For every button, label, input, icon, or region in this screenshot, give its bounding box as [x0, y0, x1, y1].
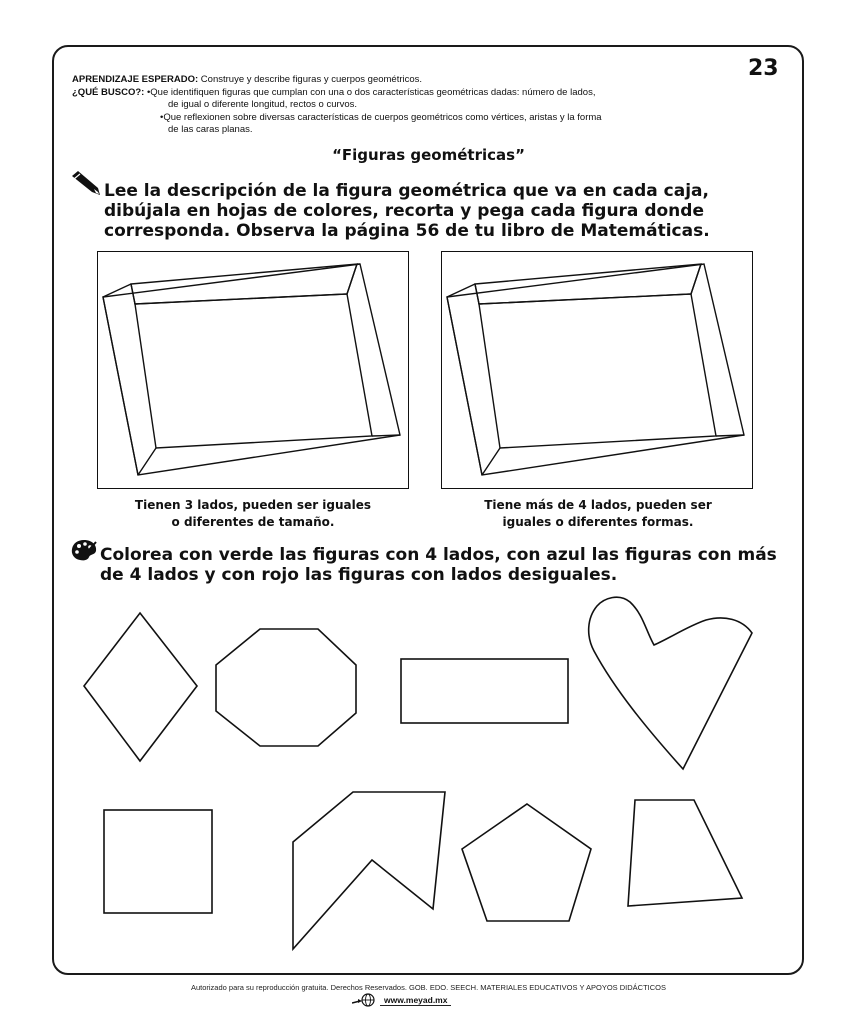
chevron-shape[interactable]	[293, 792, 445, 949]
footer-text: Autorizado para su reproducción gratuita. Derechos Reservados. GOB. EDO. SEECH. MATERIALES EDUCATIVOS Y APOYOS DIDÁCTICOS	[190, 983, 667, 992]
rhombus-shape[interactable]	[84, 613, 197, 761]
octagon-shape[interactable]	[216, 629, 356, 746]
instruction-1: Lee la descripción de la figura geométrica que va en cada caja, dibújala en hojas de colores, recorta y pega cada figura donde corresponda. Observa la página 56 de tu libro de Matemáticas.	[104, 181, 710, 241]
pentagon-shape[interactable]	[462, 804, 591, 921]
page-number: 23	[748, 56, 779, 81]
globe-icon	[352, 993, 376, 1007]
aprendizaje-label: APRENDIZAJE ESPERADO:	[72, 74, 199, 85]
box-1-caption-line-1: Tienen 3 lados, pueden ser iguales	[134, 498, 372, 512]
heart-like-shape[interactable]	[589, 597, 752, 769]
box-2-caption-line-1: Tiene más de 4 lados, pueden ser	[484, 498, 712, 512]
busco-line-4: de las caras planas.	[168, 124, 253, 135]
box-2-caption-line-2: iguales o diferentes formas.	[502, 515, 694, 529]
busco-line-3: •Que reflexionen sobre diversas características de cuerpos geométricos como vértices, aristas y la forma	[160, 111, 602, 123]
trapezoid-shape[interactable]	[628, 800, 742, 906]
worksheet-title: “Figuras geométricas”	[332, 146, 525, 164]
footer-website	[352, 992, 451, 1008]
rectangle-shape[interactable]	[401, 659, 568, 723]
aprendizaje-text: Construye y describe figuras y cuerpos geométricos.	[198, 74, 423, 85]
box-1-caption-line-2: o diferentes de tamaño.	[171, 515, 335, 529]
busco-label: ¿QUÉ BUSCO?:	[72, 86, 145, 98]
busco-line-2: de igual o diferente longitud, rectos o curvos.	[168, 99, 358, 110]
busco-line-1: •Que identifiquen figuras que cumplan con una o dos características geométricas dadas: número de lados,	[144, 86, 596, 98]
square-shape[interactable]	[104, 810, 212, 913]
instruction-2: Colorea con verde las figuras con 4 lados, con azul las figuras con más de 4 lados y con rojo las figuras con lados desiguales.	[100, 545, 777, 585]
website-link[interactable]: www.meyad.mx	[380, 995, 451, 1006]
